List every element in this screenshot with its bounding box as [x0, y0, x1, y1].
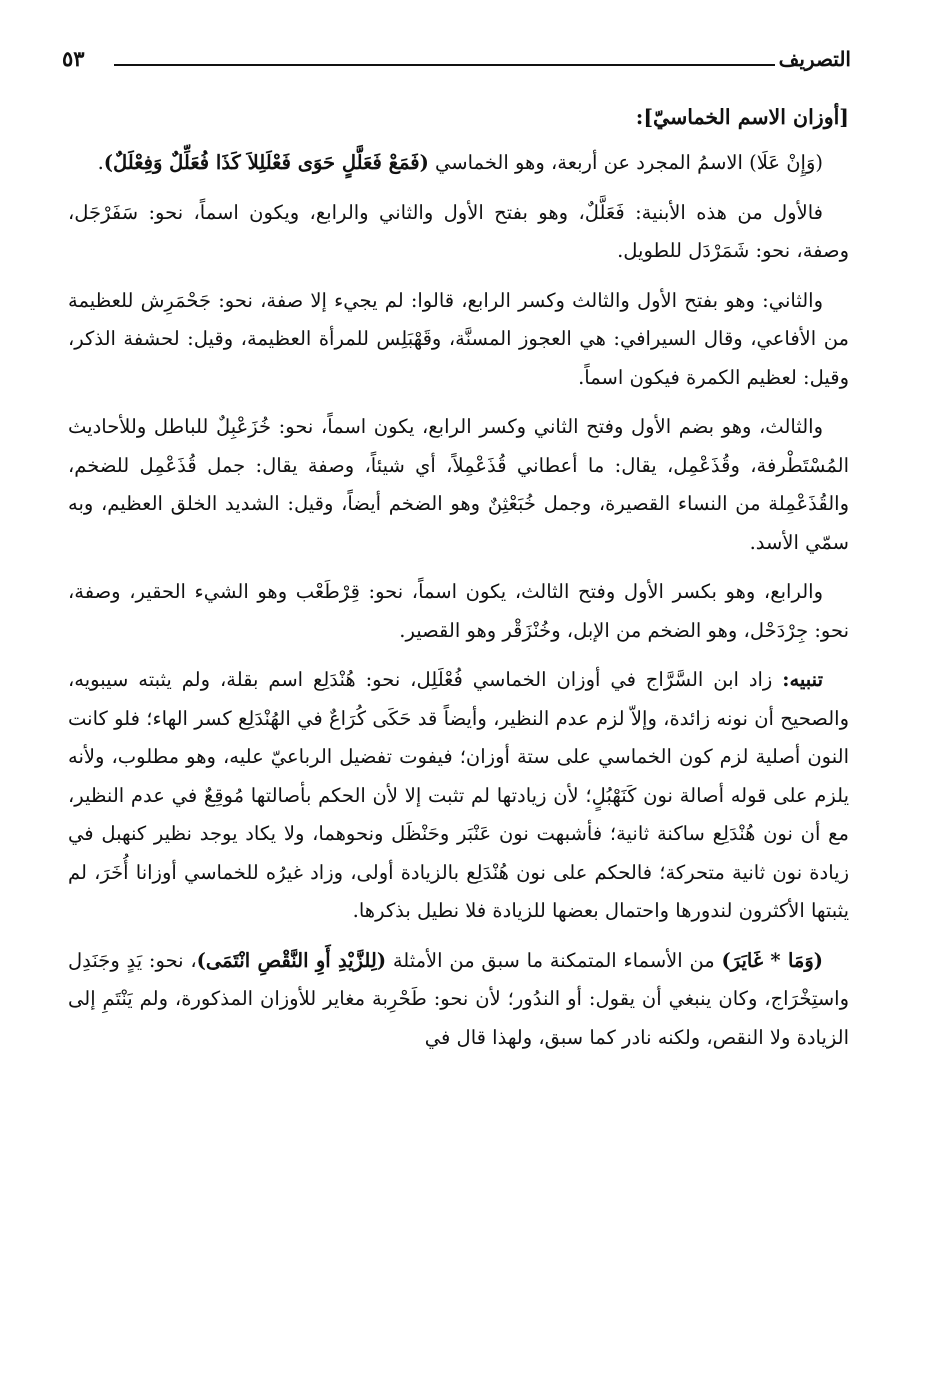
- note-label: تنبيه:: [782, 668, 823, 691]
- paragraph-second-pattern: والثاني: وهو بفتح الأول والثالث وكسر الرابع، قالوا: لم يجيء إلا صفة، نحو: جَحْمَرِش للعظيمة من الأفاعي، وقال السيرافي: هي العجوز المسنَّة، وقَهْبَلِس للمرأة العظيمة، وقيل: لحشفة الذكر، وقيل: لعظيم الكمرة فيكون اسماً.: [68, 288, 849, 389]
- paragraph-first-pattern: فالأول من هذه الأبنية: فَعَلَّلٌ، وهو بفتح الأول والثاني والرابع، ويكون اسماً، نحو: سَفَرْجَل، وصفة، نحو: شَمَرْدَل للطويل.: [68, 200, 849, 262]
- paragraph-other-middle: من الأسماء المتمكنة ما سبق من الأمثلة: [386, 948, 722, 972]
- header-rule: [114, 64, 775, 66]
- paragraph-intro: [68, 144, 849, 183]
- paragraph-other-forms: [68, 942, 849, 1058]
- page-number: ٥٣: [62, 46, 85, 71]
- note-text: زاد ابن السَّرَّاج في أوزان الخماسي فُعْلَلِل، نحو: هُنْدَلِع اسم بقلة، ولم يثبته سيبويه، والصحيح أن نونه زائدة، وإلاّ لزم عدم النظير، وأيضاً قد حَكَى كُرَاعٌ في الهُنْدَلِع كسر الهاء؛ فلو كانت النون أصلية لزم كون الخماسي على ستة أوزان؛ فيفوت تفضيل الرباعيّ عليه، وهو مطلوب، ولأنه يلزم على قوله أصالة نون كَنَهْبُلٍ؛ لأن زيادتها لم تثبت إلا لأن الحكم بأصالتها مُوقِعٌ في عدم النظير، مع أن نون هُنْدَلِع ساكنة ثانية؛ فأشبهت نون عَنْبَر وحَنْظَل ونحوهما، ولا يكاد يوجد نظير كنهبل في زيادة نون ثانية متحركة؛ فالحكم على نون هُنْدَلِع بالزيادة أولى، وزاد غيرُه للخماسي أوزانا أُخَرَ، لم يثبتها الأكثرون لندورها واحتمال بعضها للزيادة فلا نطيل بذكرها.: [68, 668, 849, 922]
- running-header: [62, 44, 851, 80]
- verse-quote-2: (وَمَا * غَايَرَ): [721, 948, 823, 972]
- running-header-title: التصريف: [778, 47, 851, 71]
- paragraph-intro-suffix: .: [97, 151, 104, 174]
- section-heading: [أوزان الاسم الخماسيّ]:: [635, 105, 849, 129]
- verse-quote-3: (لِلزَّيْدِ أَوِ النَّقْصِ انْتَمَى): [196, 948, 387, 972]
- verse-quote: (فَمَعْ فَعَلَّلٍ حَوَى فَعْلَلِلاَ كَذَا فُعَلِّلٌ وَفِعْلَلٌ): [103, 151, 429, 174]
- paragraph-third-pattern: والثالث، وهو بضم الأول وفتح الثاني وكسر الرابع، يكون اسماً، نحو: خُزَعْبِلٌ للباطل وللأحاديث المُسْتَطْرفة، وقُذَعْمِل، يقال: ما أعطاني قُذَعْمِلاً، أي شيئاً، وصفة يقال: جمل قُذَعْمِل للضخم، والقُذَعْمِلة من النساء القصيرة، وجمل خُبَعْثِنٌ وهو الضخم أيضاً، وقيل: الشديد الخلق العظيم، وبه سمّي الأسد.: [68, 415, 849, 554]
- paragraph-other-suffix: ، نحو: يَدٍ وجَنَدِل واستِخْرَاج، وكان ينبغي أن يقول: أو الندُور؛ لأن نحو: طَحْرِبة مغاير للأوزان المذكورة، ولم يَنْتَمِ إلى الزيادة ولا النقص، ولكنه نادر كما سبق، ولهذا قال في: [68, 948, 849, 1049]
- paragraph-fourth-pattern: والرابع، وهو بكسر الأول وفتح الثالث، يكون اسماً، نحو: قِرْطَعْب وهو الشيء الحقير، وصفة، نحو: جِرْدَحْل، وهو الضخم من الإبل، وخُنْزَقْر وهو القصير.: [68, 580, 849, 642]
- page-body: [68, 96, 849, 1068]
- paragraph-intro-prefix: (وَإِنْ عَلَا) الاسمُ المجرد عن أربعة، وهو الخماسي: [428, 151, 823, 174]
- paragraph-note: [68, 661, 849, 931]
